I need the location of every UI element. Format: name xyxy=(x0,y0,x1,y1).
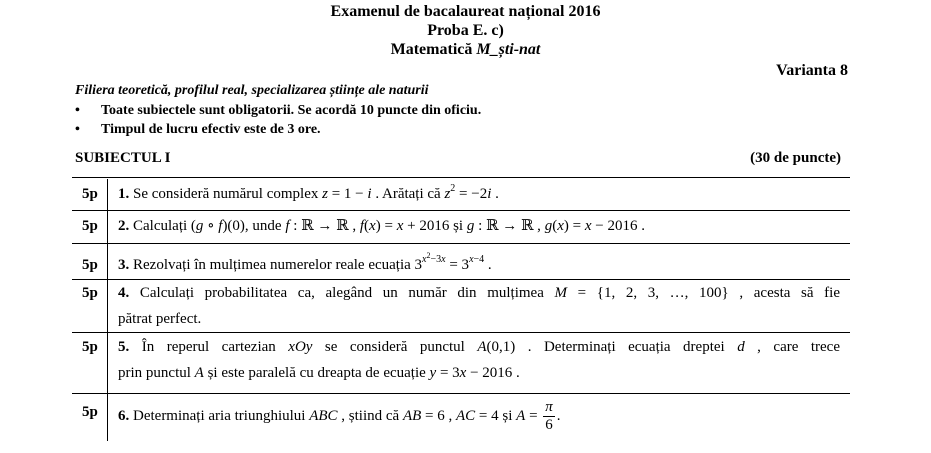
divider xyxy=(72,332,850,333)
variant-label: Varianta 8 xyxy=(776,62,848,79)
divider xyxy=(72,210,850,211)
item-score: 5p xyxy=(82,257,98,273)
item-score: 5p xyxy=(82,404,98,420)
bullet-icon: • xyxy=(75,103,80,118)
item-score: 5p xyxy=(82,218,98,234)
item-1: 1. Se consideră numărul complex z = 1 − i . Arătați că $z^2 = -2i$ . xyxy=(118,183,499,202)
exam-subject: Matematică M_ști-nat xyxy=(390,41,541,58)
item-2: 2. Calculați (g ∘ f)(0), unde f : ℝ → ℝ , f(x) = x + 2016 și g : ℝ → ℝ , g(x) = x − 2016 . xyxy=(118,218,645,234)
item-3: 3. Rezolvați în mulțimea numerelor reale ecuația $3^{x^2-3x} = 3^{x-4}$ . xyxy=(118,251,492,273)
item-4: 4. Calculați probabilitatea ca, alegând un număr din mulțimea M = {1, 2, 3, …, 100} , acesta să fie pătrat perfect. xyxy=(118,285,840,327)
divider xyxy=(72,243,850,244)
subject-title: SUBIECTUL I xyxy=(75,150,171,166)
exam-title: Examenul de bacalaureat național 2016 xyxy=(330,3,601,20)
divider xyxy=(72,393,850,394)
fraction-pi-over-6: $\frac{\pi}{6}$ xyxy=(545,399,553,433)
item-score: 5p xyxy=(82,186,98,202)
item-score: 5p xyxy=(82,285,98,301)
bullet-item: • Timpul de lucru efectiv este de 3 ore. xyxy=(75,122,321,137)
score-column-divider xyxy=(107,179,108,441)
item-6: 6. Determinați aria triunghiului ABC , știind că AB = 6 , AC = 4 și A = $\frac{\pi}{6}$ . xyxy=(118,399,561,433)
divider xyxy=(72,177,850,178)
subject-points: (30 de puncte) xyxy=(750,150,841,166)
bullet-icon: • xyxy=(75,122,80,137)
filiera-text: Filiera teoretică, profilul real, specializarea științe ale naturii xyxy=(75,83,429,98)
bullet-item: • Toate subiectele sunt obligatorii. Se acordă 10 puncte din oficiu. xyxy=(75,103,482,118)
item-score: 5p xyxy=(82,339,98,355)
exam-proba: Proba E. c) xyxy=(427,22,504,39)
item-5: 5. În reperul cartezian xOy se consideră punctul A(0,1) . Determinați ecuația dreptei d , care trece prin punctul A și este paralelă cu dreapta de ecuație y = 3x − 2016 . xyxy=(118,339,840,381)
